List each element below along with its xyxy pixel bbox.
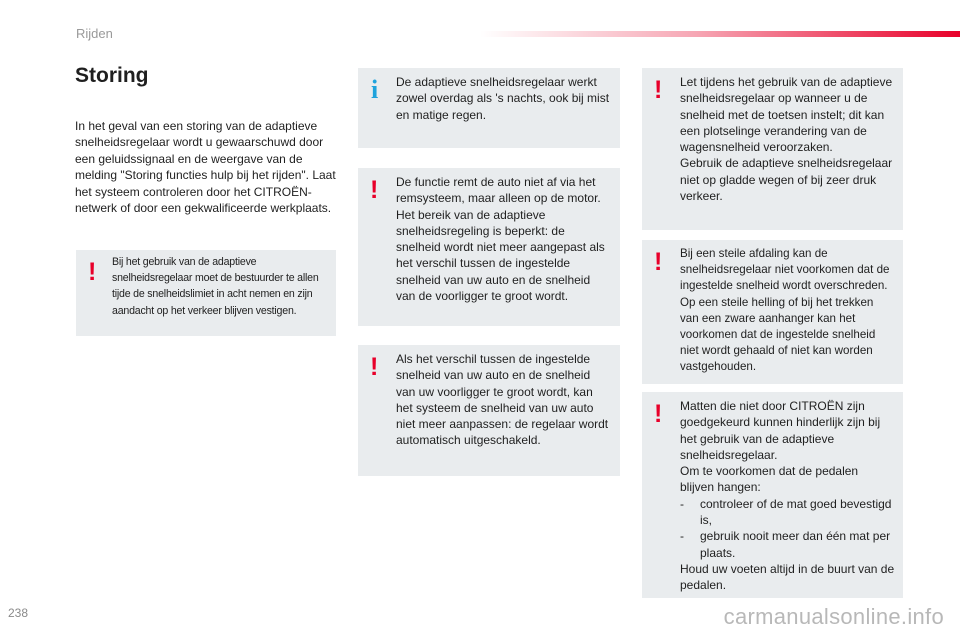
warning-text: Bij een steile afdaling kan de snelheidsregelaar niet voorkomen dat de ingestelde snelheid wordt overschreden. Op een steile helling of bij het trekken van een zware aanhanger kan het voorkomen dat de ingestelde snelheid niet wordt gehaald of niet kan worden vastgehouden. [680,247,890,374]
floor-mats-warning [642,392,903,598]
warning-icon: ! [654,400,663,428]
warning-icon: ! [370,176,379,204]
speed-difference-warning [358,345,620,476]
warning-icon: ! [370,353,379,381]
section-label: Rijden [76,26,113,41]
intro-paragraph: In het geval van een storing van de adaptieve snelheidsregelaar wordt u gewaarschuwd door een geluidssignaal en de weergave van de melding "Storing functies hulp bij het rijden". Laat het systeem controleren door het CITROËN-netwerk of door een gekwalificeerde werkplaats. [75,119,336,216]
warning-text: De functie remt de auto niet af via het remsysteem, maar alleen op de motor. Het bereik van de adaptieve snelheidsregeling is beperkt: de snelheid wordt niet meer aangepast als het verschil tussen de ingestelde snelheid van uw auto en de snelheid van de voorligger te groot wordt. [396,175,605,304]
page-number: 238 [8,606,29,620]
warning-text [680,398,895,594]
page-title: Storing [75,64,149,87]
warning-icon: ! [88,258,97,286]
list-item [680,528,895,561]
info-text: De adaptieve snelheidsregelaar werkt zowel overdag als 's nachts, ook bij mist en matige regen. [396,75,610,122]
warning-icon: ! [654,248,663,276]
header-accent-bar [480,31,960,37]
list-item-text: gebruik nooit meer dan één mat per plaats. [700,529,891,560]
warning-text: Als het verschil tussen de ingestelde snelheid van uw auto en de snelheid van uw voorligger te groot wordt, kan het systeem de snelheid van uw auto niet meer aanpassen: de regelaar wordt automatisch uitgeschakeld. [396,352,609,448]
mats-intro: Matten die niet door CITROËN zijn goedgekeurd kunnen hinderlijk zijn bij het gebruik van de adaptieve snelheidsregelaar. Om te voorkomen dat de pedalen blijven hangen: [680,399,881,495]
steep-descent-warning [642,240,903,384]
mats-outro: Houd uw voeten altijd in de buurt van de pedalen. [680,561,895,593]
watermark: carmanualsonline.info [723,604,944,629]
speed-setting-warning [642,68,903,230]
warning-text: Let tijdens het gebruik van de adaptieve snelheidsregelaar op wanneer u de snelheid met de toetsen instelt; dit kan een plotselinge verandering van de wagensnelheid veroorzaken. Gebruik de adaptieve snelheidsregelaar niet op gladde wegen of bij zeer druk verkeer. [680,75,893,204]
list-item [680,496,895,529]
mats-list [680,496,895,561]
driver-attention-warning [76,250,336,336]
braking-warning [358,168,620,326]
list-item-text: controleer of de mat goed bevestigd is, [700,496,892,528]
info-note [358,68,620,148]
warning-icon: ! [654,76,663,104]
info-icon: i [371,75,379,104]
warning-text: Bij het gebruik van de adaptieve snelheidsregelaar moet de bestuurder te allen tijde de snelheidslimiet in acht nemen en zijn aandacht op het verkeer blijven vestigen. [112,256,319,317]
list-dash: - [680,529,684,544]
list-dash: - [680,496,684,511]
